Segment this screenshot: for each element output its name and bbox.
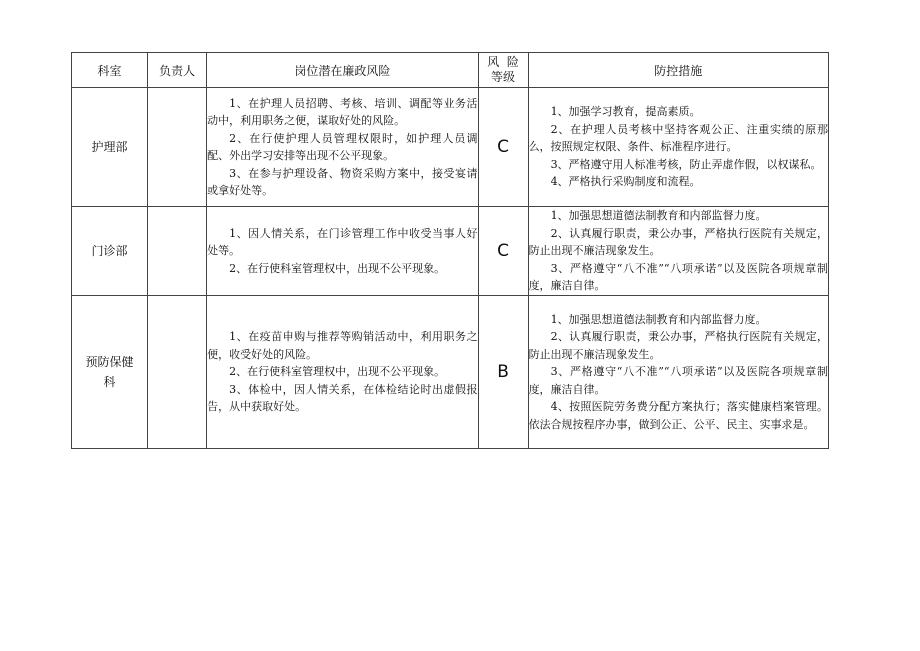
header-dept: 科室 (72, 53, 148, 88)
risk-item: 1、在护理人员招聘、考核、培训、调配等业务活动中，利用职务之便，谋取好处的风险。 (207, 96, 478, 127)
risk-item: 2、在行使科室管理权中，出现不公平现象。 (229, 365, 446, 379)
control-item: 1、加强学习教育，提高素质。 (550, 105, 701, 119)
risk-item: 1、因人情关系，在门诊管理工作中收受当事人好处等。 (207, 226, 478, 258)
risk-cell (207, 88, 478, 207)
control-item: 2、在护理人员考核中坚持客观公正、注重实绩的原那么，按照规定权限、条件、标准程序进行。 (528, 122, 828, 154)
risk-cell (207, 207, 478, 296)
risk-cell (207, 296, 478, 449)
risk-level-cell: C (478, 88, 528, 207)
header-control: 防控措施 (528, 53, 828, 88)
risk-item: 3、体检中，因人情关系，在体检结论时出虚假报告，从中获取好处。 (207, 382, 478, 414)
table-row (72, 207, 829, 296)
risk-item: 3、在参与护理设备、物资采购方案中，接受宴请或拿好处等。 (207, 166, 478, 197)
control-item: 3、严格遵守“八不准”“八项承诺”以及医院各项规章制度，廉洁自律。 (528, 261, 828, 293)
control-item: 1、加强思想道德法制教育和内部监督力度。 (550, 209, 767, 223)
control-cell (528, 296, 828, 449)
control-item: 1、加强思想道德法制教育和内部监督力度。 (550, 312, 767, 326)
risk-item: 2、在行使护理人员管理权限时，如护理人员调配、外出学习安排等出现不公平现象。 (207, 131, 478, 162)
header-risk: 岗位潜在廉政风险 (207, 53, 478, 88)
owner-cell (148, 207, 207, 296)
dept-label-line2: 科 (103, 375, 116, 389)
control-item: 4、严格执行采购制度和流程。 (550, 175, 701, 189)
table-row (72, 88, 829, 207)
header-level-line1: 风 险 (487, 55, 519, 69)
control-item: 4、按照医院劳务费分配方案执行；落实健康档案管理。依法合规按程序办事，做到公正、公平、民主、实事求是。 (528, 400, 828, 431)
risk-level-cell: C (478, 207, 528, 296)
control-item: 3、严格遵守用人标准考核，防止弄虚作假，以权谋私。 (550, 157, 822, 171)
header-owner: 负责人 (148, 53, 207, 88)
risk-item: 1、在疫苗申购与推荐等购销活动中，利用职务之便，收受好处的风险。 (207, 330, 478, 361)
dept-cell: 门诊部 (72, 207, 148, 296)
risk-control-table (71, 52, 829, 449)
table-row (72, 296, 829, 449)
risk-item: 2、在行使科室管理权中，出现不公平现象。 (229, 261, 446, 275)
control-item: 3、严格遵守“八不准”“八项承诺”以及医院各项规章制度，廉洁自律。 (528, 365, 828, 396)
control-cell (528, 88, 828, 207)
dept-cell (72, 296, 148, 449)
table-header-row (72, 53, 829, 88)
header-level (478, 53, 528, 88)
control-item: 2、认真履行职责，秉公办事，严格执行医院有关规定，防止出现不廉洁现象发生。 (528, 330, 828, 361)
dept-label-line1: 预防保健 (85, 355, 134, 369)
owner-cell (148, 296, 207, 449)
control-cell (528, 207, 828, 296)
dept-cell: 护理部 (72, 88, 148, 207)
header-level-line2: 等级 (491, 70, 516, 84)
owner-cell (148, 88, 207, 207)
control-item: 2、认真履行职责，秉公办事，严格执行医院有关规定，防止出现不廉洁现象发生。 (528, 226, 828, 258)
risk-level-cell: B (478, 296, 528, 449)
